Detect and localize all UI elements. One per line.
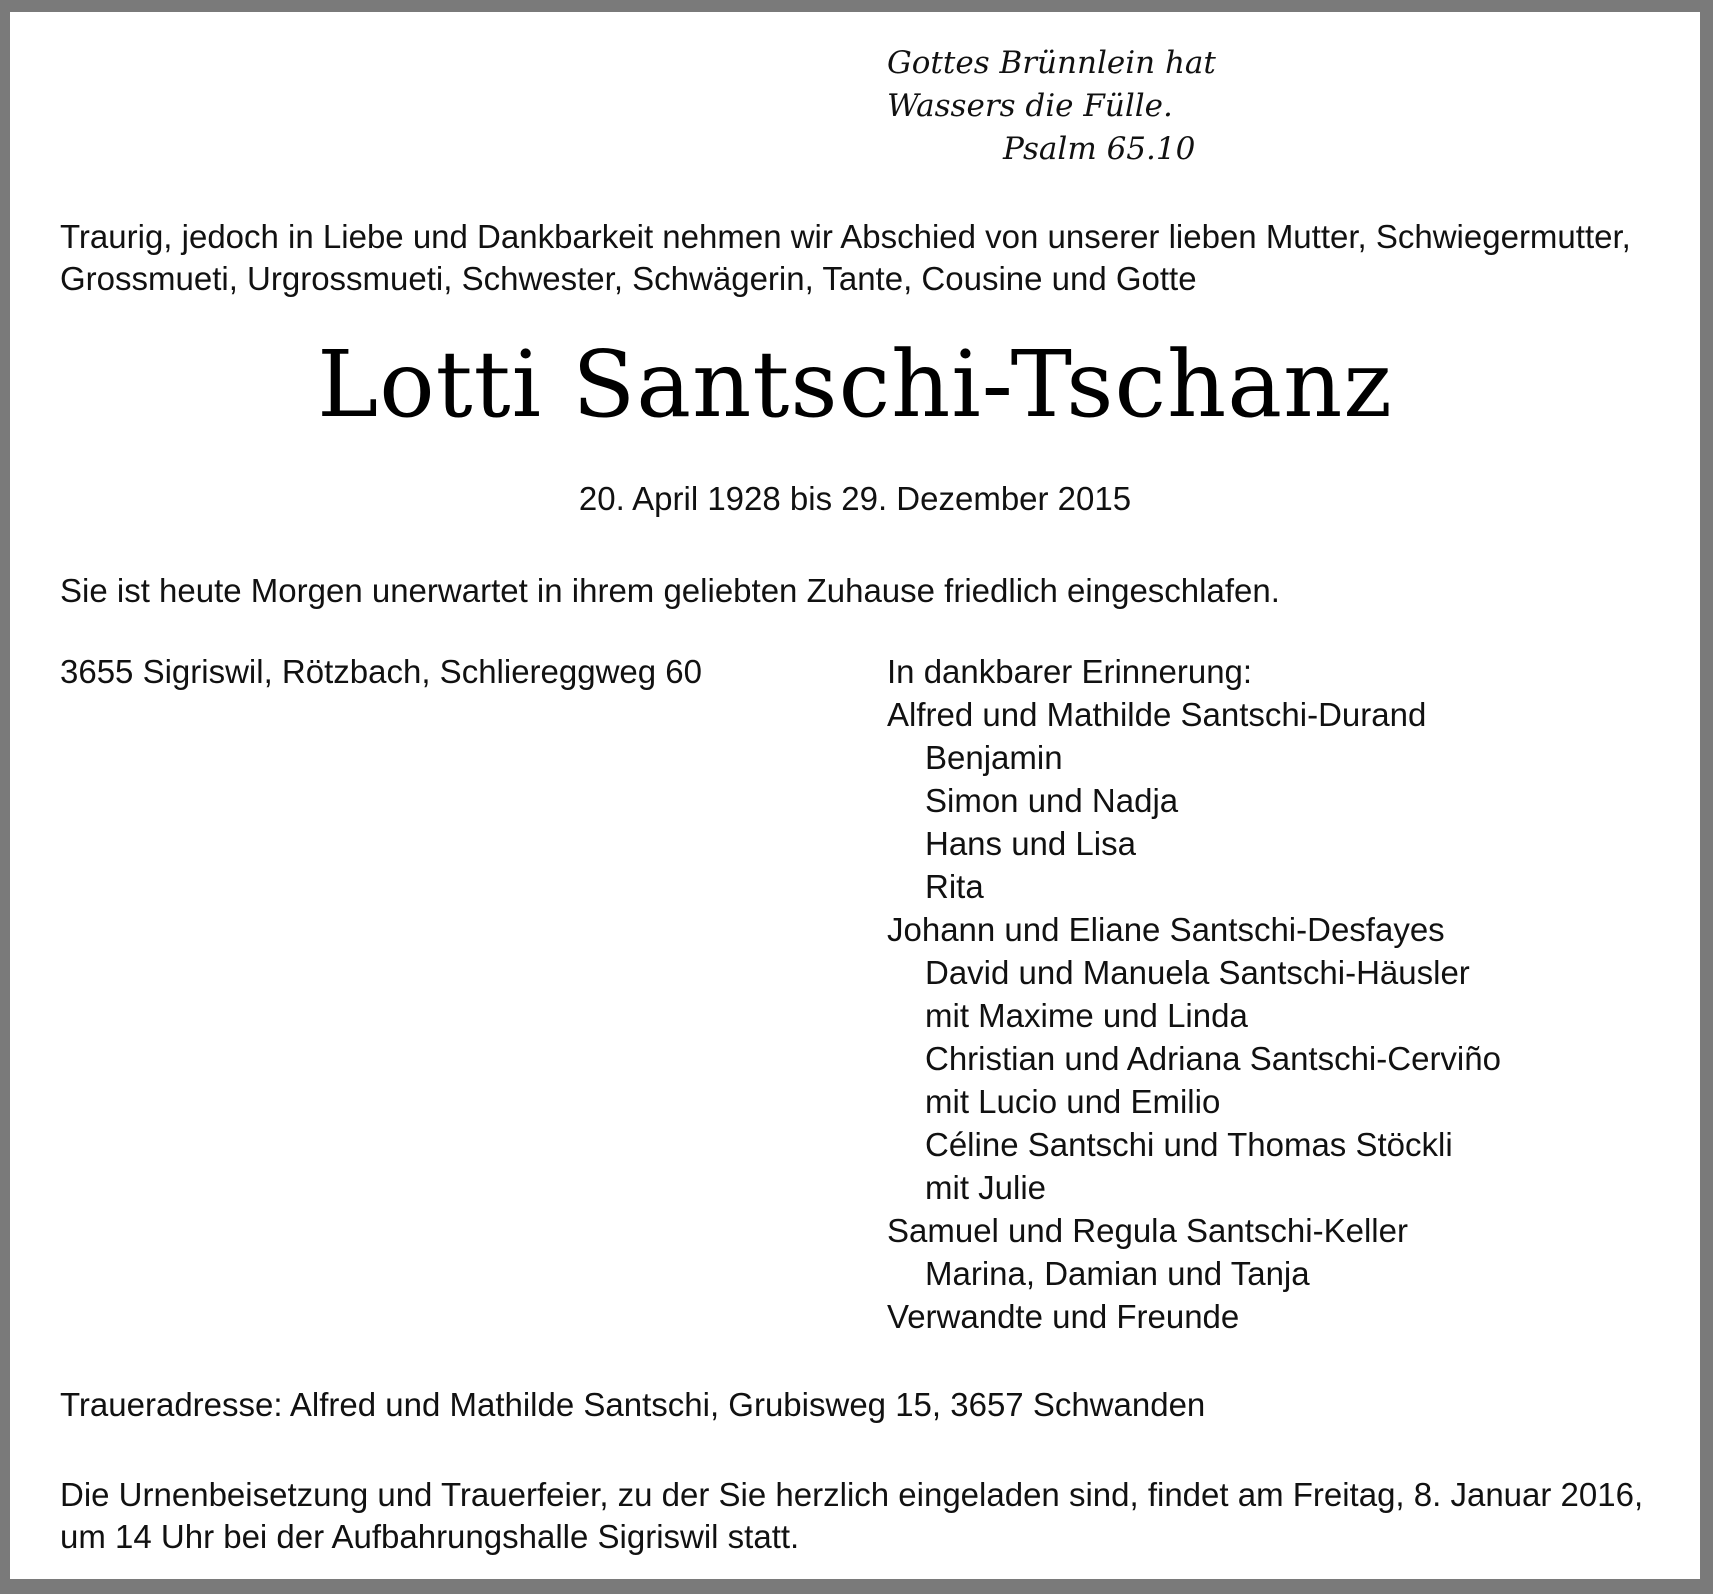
home-address: 3655 Sigriswil, Rötzbach, Schliereggweg 60 <box>60 653 703 690</box>
bible-quote <box>887 42 1216 171</box>
mourner-line: Alfred und Mathilde Santschi-Durand <box>887 696 1427 733</box>
mourner-line: Verwandte und Freunde <box>887 1298 1240 1335</box>
mourner-line: Hans und Lisa <box>925 825 1136 862</box>
mourner-line: Johann und Eliane Santschi-Desfayes <box>887 911 1445 948</box>
mourning-address: Traueradresse: Alfred und Mathilde Santschi, Grubisweg 15, 3657 Schwanden <box>60 1386 1206 1423</box>
intro-line-1: Traurig, jedoch in Liebe und Dankbarkeit nehmen wir Abschied von unserer lieben Mutter, Schwiegermutter, <box>60 218 1631 255</box>
mourner-line: mit Lucio und Emilio <box>925 1083 1221 1120</box>
quote-line-1: Gottes Brünnlein hat <box>887 45 1216 81</box>
mourner-line: Christian und Adriana Santschi-Cerviño <box>925 1040 1501 1077</box>
life-dates: 20. April 1928 bis 29. Dezember 2015 <box>578 480 1132 517</box>
mourner-line: mit Maxime und Linda <box>925 997 1248 1034</box>
mourner-line: Simon und Nadja <box>925 782 1179 819</box>
ceremony-notice <box>60 1474 1670 1558</box>
mourner-lines <box>887 693 1501 1338</box>
mourner-line: David und Manuela Santschi-Häusler <box>925 954 1470 991</box>
passing-statement: Sie ist heute Morgen unerwartet in ihrem geliebten Zuhause friedlich eingeschlafen. <box>60 572 1280 609</box>
mourner-line: Marina, Damian und Tanja <box>925 1255 1310 1292</box>
mourners-list <box>887 650 1501 1338</box>
ceremony-line-2: um 14 Uhr bei der Aufbahrungshalle Sigriswil statt. <box>60 1518 800 1555</box>
mourner-line: Céline Santschi und Thomas Stöckli <box>925 1126 1453 1163</box>
mourners-heading: In dankbarer Erinnerung: <box>887 653 1253 690</box>
ceremony-line-1: Die Urnenbeisetzung und Trauerfeier, zu der Sie herzlich eingeladen sind, findet am Freitag, 8. Januar 2016, <box>60 1476 1644 1513</box>
deceased-name: Lotti Santschi-Tschanz <box>317 331 1393 438</box>
intro-line-2: Grossmueti, Urgrossmueti, Schwester, Schwägerin, Tante, Cousine und Gotte <box>60 260 1197 297</box>
intro-paragraph <box>60 216 1660 300</box>
mourner-line: mit Julie <box>925 1169 1047 1206</box>
quote-reference: Psalm 65.10 <box>1003 131 1196 167</box>
quote-line-2: Wassers die Fülle. <box>887 88 1173 124</box>
mourner-line: Benjamin <box>925 739 1063 776</box>
mourner-line: Rita <box>925 868 984 905</box>
obituary-card <box>10 12 1700 1579</box>
mourner-line: Samuel und Regula Santschi-Keller <box>887 1212 1408 1249</box>
